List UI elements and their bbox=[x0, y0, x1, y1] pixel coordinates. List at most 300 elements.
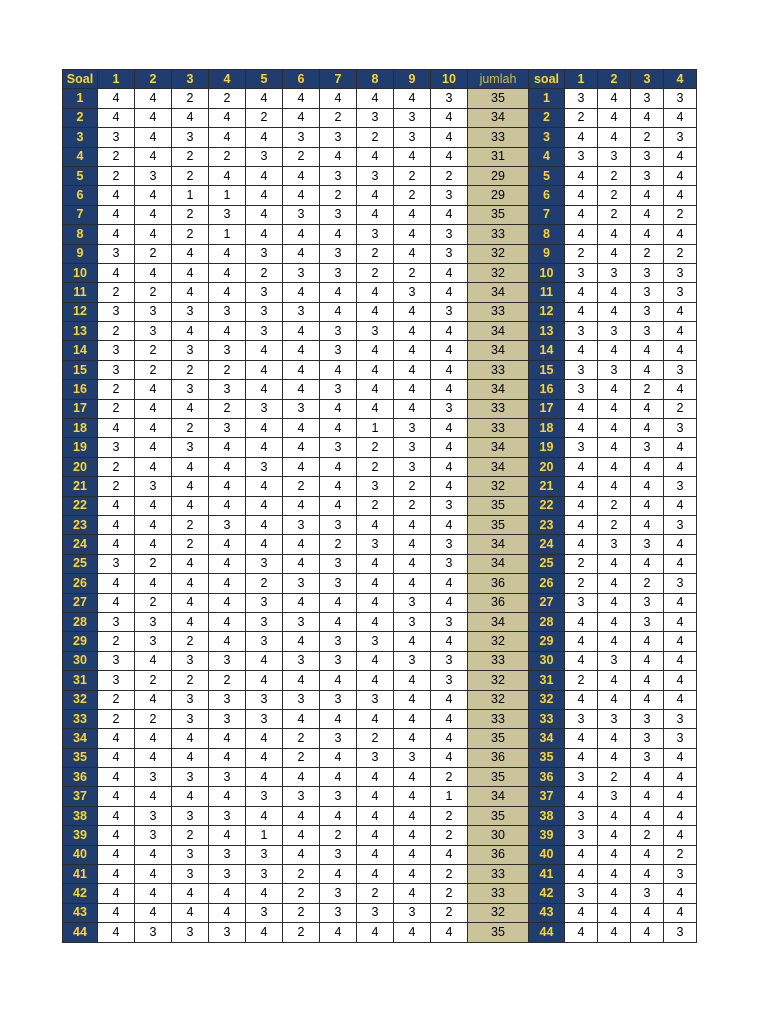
score-cell-b[interactable]: 4 bbox=[598, 108, 631, 127]
score-cell[interactable]: 3 bbox=[209, 845, 246, 864]
score-cell-b[interactable]: 2 bbox=[598, 166, 631, 185]
score-cell[interactable]: 4 bbox=[246, 360, 283, 379]
score-cell-b[interactable]: 3 bbox=[598, 147, 631, 166]
score-cell[interactable]: 4 bbox=[431, 438, 468, 457]
score-cell[interactable]: 4 bbox=[431, 593, 468, 612]
score-cell[interactable]: 4 bbox=[246, 651, 283, 670]
row-number-2[interactable]: 24 bbox=[529, 535, 565, 554]
score-cell[interactable]: 4 bbox=[283, 632, 320, 651]
jumlah-cell[interactable]: 29 bbox=[468, 186, 529, 205]
score-cell-b[interactable]: 4 bbox=[565, 515, 598, 534]
score-cell[interactable]: 4 bbox=[394, 845, 431, 864]
jumlah-cell[interactable]: 34 bbox=[468, 341, 529, 360]
score-cell-b[interactable]: 4 bbox=[664, 826, 697, 845]
score-cell[interactable]: 4 bbox=[209, 612, 246, 631]
score-cell[interactable]: 4 bbox=[135, 89, 172, 108]
score-cell[interactable]: 2 bbox=[357, 438, 394, 457]
score-cell[interactable]: 4 bbox=[98, 205, 135, 224]
score-cell[interactable]: 3 bbox=[320, 729, 357, 748]
score-cell[interactable]: 4 bbox=[283, 244, 320, 263]
score-cell[interactable]: 3 bbox=[394, 748, 431, 767]
score-cell-b[interactable]: 4 bbox=[598, 554, 631, 573]
score-cell[interactable]: 4 bbox=[357, 89, 394, 108]
row-number[interactable]: 17 bbox=[63, 399, 98, 418]
score-cell[interactable]: 4 bbox=[357, 186, 394, 205]
score-cell[interactable]: 4 bbox=[135, 205, 172, 224]
row-number[interactable]: 41 bbox=[63, 865, 98, 884]
row-number[interactable]: 8 bbox=[63, 225, 98, 244]
score-cell[interactable]: 4 bbox=[357, 593, 394, 612]
score-cell[interactable]: 4 bbox=[357, 671, 394, 690]
score-cell[interactable]: 4 bbox=[320, 593, 357, 612]
header-col-a4[interactable]: 4 bbox=[209, 70, 246, 89]
score-cell-b[interactable]: 4 bbox=[664, 166, 697, 185]
header-col-b4[interactable]: 4 bbox=[664, 70, 697, 89]
score-cell[interactable]: 4 bbox=[394, 690, 431, 709]
score-cell[interactable]: 4 bbox=[283, 166, 320, 185]
score-cell-b[interactable]: 3 bbox=[598, 322, 631, 341]
score-cell[interactable]: 2 bbox=[98, 283, 135, 302]
score-cell[interactable]: 4 bbox=[98, 845, 135, 864]
score-cell[interactable]: 3 bbox=[98, 651, 135, 670]
score-cell[interactable]: 2 bbox=[209, 671, 246, 690]
score-cell-b[interactable]: 4 bbox=[598, 748, 631, 767]
score-cell[interactable]: 4 bbox=[172, 729, 209, 748]
score-cell-b[interactable]: 4 bbox=[565, 787, 598, 806]
score-cell[interactable]: 4 bbox=[357, 845, 394, 864]
score-cell-b[interactable]: 2 bbox=[664, 845, 697, 864]
score-cell-b[interactable]: 2 bbox=[631, 826, 664, 845]
row-number[interactable]: 33 bbox=[63, 709, 98, 728]
score-cell-b[interactable]: 4 bbox=[565, 845, 598, 864]
header-col-b1[interactable]: 1 bbox=[565, 70, 598, 89]
score-cell[interactable]: 3 bbox=[172, 865, 209, 884]
score-cell[interactable]: 3 bbox=[98, 128, 135, 147]
row-number-2[interactable]: 40 bbox=[529, 845, 565, 864]
score-cell[interactable]: 4 bbox=[135, 108, 172, 127]
score-cell[interactable]: 4 bbox=[320, 709, 357, 728]
score-cell[interactable]: 3 bbox=[135, 477, 172, 496]
row-number[interactable]: 30 bbox=[63, 651, 98, 670]
score-cell[interactable]: 3 bbox=[394, 419, 431, 438]
header-col-a5[interactable]: 5 bbox=[246, 70, 283, 89]
score-cell[interactable]: 4 bbox=[357, 826, 394, 845]
score-cell[interactable]: 3 bbox=[320, 341, 357, 360]
score-cell[interactable]: 2 bbox=[209, 399, 246, 418]
row-number-2[interactable]: 17 bbox=[529, 399, 565, 418]
score-cell[interactable]: 2 bbox=[209, 89, 246, 108]
row-number-2[interactable]: 12 bbox=[529, 302, 565, 321]
score-cell-b[interactable]: 4 bbox=[664, 496, 697, 515]
score-cell-b[interactable]: 3 bbox=[631, 709, 664, 728]
score-cell[interactable]: 2 bbox=[172, 225, 209, 244]
score-cell[interactable]: 3 bbox=[283, 690, 320, 709]
score-cell[interactable]: 2 bbox=[283, 748, 320, 767]
score-cell[interactable]: 3 bbox=[209, 419, 246, 438]
score-cell[interactable]: 4 bbox=[357, 302, 394, 321]
score-cell[interactable]: 4 bbox=[431, 205, 468, 224]
score-cell[interactable]: 4 bbox=[209, 166, 246, 185]
score-cell[interactable]: 3 bbox=[172, 709, 209, 728]
score-cell-b[interactable]: 4 bbox=[598, 283, 631, 302]
score-cell-b[interactable]: 2 bbox=[631, 128, 664, 147]
score-cell[interactable]: 3 bbox=[357, 632, 394, 651]
row-number[interactable]: 18 bbox=[63, 419, 98, 438]
score-cell[interactable]: 4 bbox=[209, 457, 246, 476]
score-cell-b[interactable]: 4 bbox=[598, 574, 631, 593]
score-cell[interactable]: 4 bbox=[357, 205, 394, 224]
score-cell[interactable]: 4 bbox=[431, 283, 468, 302]
score-cell-b[interactable]: 3 bbox=[664, 128, 697, 147]
row-number[interactable]: 28 bbox=[63, 612, 98, 631]
row-number-2[interactable]: 9 bbox=[529, 244, 565, 263]
score-cell[interactable]: 2 bbox=[135, 360, 172, 379]
score-cell[interactable]: 4 bbox=[98, 748, 135, 767]
score-cell-b[interactable]: 3 bbox=[565, 322, 598, 341]
score-cell[interactable]: 4 bbox=[98, 729, 135, 748]
score-cell[interactable]: 2 bbox=[357, 496, 394, 515]
score-cell-b[interactable]: 2 bbox=[565, 244, 598, 263]
score-cell[interactable]: 4 bbox=[394, 826, 431, 845]
score-cell-b[interactable]: 4 bbox=[664, 438, 697, 457]
score-cell[interactable]: 4 bbox=[172, 903, 209, 922]
header-jumlah[interactable]: jumlah bbox=[468, 70, 529, 89]
row-number[interactable]: 7 bbox=[63, 205, 98, 224]
score-cell[interactable]: 2 bbox=[98, 399, 135, 418]
score-cell[interactable]: 4 bbox=[431, 515, 468, 534]
score-cell[interactable]: 2 bbox=[98, 147, 135, 166]
score-cell-b[interactable]: 3 bbox=[565, 263, 598, 282]
score-cell[interactable]: 4 bbox=[98, 923, 135, 942]
score-cell[interactable]: 4 bbox=[320, 419, 357, 438]
score-cell[interactable]: 3 bbox=[431, 89, 468, 108]
row-number[interactable]: 16 bbox=[63, 380, 98, 399]
score-cell[interactable]: 4 bbox=[431, 380, 468, 399]
score-cell[interactable]: 4 bbox=[283, 341, 320, 360]
score-cell[interactable]: 4 bbox=[394, 515, 431, 534]
score-cell[interactable]: 3 bbox=[172, 923, 209, 942]
score-cell[interactable]: 3 bbox=[357, 225, 394, 244]
score-cell[interactable]: 3 bbox=[320, 380, 357, 399]
score-cell-b[interactable]: 4 bbox=[598, 671, 631, 690]
score-cell[interactable]: 3 bbox=[283, 574, 320, 593]
score-cell[interactable]: 2 bbox=[246, 263, 283, 282]
score-cell[interactable]: 4 bbox=[172, 263, 209, 282]
score-cell-b[interactable]: 3 bbox=[565, 593, 598, 612]
score-cell-b[interactable]: 3 bbox=[664, 574, 697, 593]
score-cell[interactable]: 3 bbox=[246, 903, 283, 922]
jumlah-cell[interactable]: 33 bbox=[468, 884, 529, 903]
score-cell[interactable]: 3 bbox=[431, 671, 468, 690]
score-cell-b[interactable]: 3 bbox=[598, 535, 631, 554]
jumlah-cell[interactable]: 33 bbox=[468, 419, 529, 438]
score-cell[interactable]: 3 bbox=[209, 923, 246, 942]
row-number[interactable]: 1 bbox=[63, 89, 98, 108]
score-cell[interactable]: 2 bbox=[431, 166, 468, 185]
score-cell[interactable]: 2 bbox=[431, 768, 468, 787]
row-number-2[interactable]: 14 bbox=[529, 341, 565, 360]
score-cell-b[interactable]: 3 bbox=[565, 806, 598, 825]
score-cell-b[interactable]: 3 bbox=[565, 826, 598, 845]
score-cell[interactable]: 4 bbox=[431, 477, 468, 496]
score-cell[interactable]: 4 bbox=[431, 341, 468, 360]
row-number[interactable]: 31 bbox=[63, 671, 98, 690]
score-cell[interactable]: 4 bbox=[283, 360, 320, 379]
score-cell-b[interactable]: 4 bbox=[631, 651, 664, 670]
score-cell[interactable]: 4 bbox=[283, 225, 320, 244]
score-cell-b[interactable]: 4 bbox=[598, 690, 631, 709]
score-cell[interactable]: 4 bbox=[394, 632, 431, 651]
score-cell[interactable]: 4 bbox=[246, 205, 283, 224]
score-cell-b[interactable]: 2 bbox=[664, 205, 697, 224]
score-cell[interactable]: 4 bbox=[283, 419, 320, 438]
header-col-a9[interactable]: 9 bbox=[394, 70, 431, 89]
row-number-2[interactable]: 4 bbox=[529, 147, 565, 166]
score-cell[interactable]: 4 bbox=[98, 787, 135, 806]
score-cell[interactable]: 3 bbox=[98, 612, 135, 631]
score-cell-b[interactable]: 4 bbox=[565, 225, 598, 244]
score-cell[interactable]: 3 bbox=[135, 923, 172, 942]
score-cell[interactable]: 3 bbox=[172, 380, 209, 399]
score-cell-b[interactable]: 4 bbox=[598, 884, 631, 903]
jumlah-cell[interactable]: 35 bbox=[468, 768, 529, 787]
score-cell[interactable]: 2 bbox=[172, 632, 209, 651]
score-cell[interactable]: 4 bbox=[283, 535, 320, 554]
score-cell-b[interactable]: 3 bbox=[631, 263, 664, 282]
score-cell[interactable]: 3 bbox=[98, 244, 135, 263]
score-cell-b[interactable]: 3 bbox=[664, 360, 697, 379]
jumlah-cell[interactable]: 35 bbox=[468, 515, 529, 534]
score-cell[interactable]: 4 bbox=[172, 457, 209, 476]
score-cell[interactable]: 2 bbox=[172, 535, 209, 554]
score-cell[interactable]: 4 bbox=[394, 225, 431, 244]
score-cell-b[interactable]: 2 bbox=[598, 186, 631, 205]
jumlah-cell[interactable]: 32 bbox=[468, 244, 529, 263]
score-cell[interactable]: 3 bbox=[135, 322, 172, 341]
score-cell[interactable]: 3 bbox=[246, 457, 283, 476]
score-cell[interactable]: 2 bbox=[172, 205, 209, 224]
row-number[interactable]: 4 bbox=[63, 147, 98, 166]
score-cell-b[interactable]: 4 bbox=[565, 651, 598, 670]
jumlah-cell[interactable]: 32 bbox=[468, 903, 529, 922]
score-cell[interactable]: 4 bbox=[320, 457, 357, 476]
score-cell[interactable]: 4 bbox=[246, 729, 283, 748]
header-soal[interactable]: Soal bbox=[63, 70, 98, 89]
jumlah-cell[interactable]: 33 bbox=[468, 128, 529, 147]
score-cell-b[interactable]: 2 bbox=[631, 574, 664, 593]
score-cell[interactable]: 4 bbox=[98, 89, 135, 108]
score-cell[interactable]: 4 bbox=[172, 399, 209, 418]
score-cell[interactable]: 4 bbox=[431, 690, 468, 709]
score-cell[interactable]: 4 bbox=[357, 574, 394, 593]
score-cell-b[interactable]: 4 bbox=[664, 903, 697, 922]
score-cell[interactable]: 3 bbox=[357, 535, 394, 554]
jumlah-cell[interactable]: 34 bbox=[468, 438, 529, 457]
jumlah-cell[interactable]: 33 bbox=[468, 651, 529, 670]
score-cell-b[interactable]: 4 bbox=[664, 612, 697, 631]
score-cell[interactable]: 3 bbox=[394, 457, 431, 476]
jumlah-cell[interactable]: 34 bbox=[468, 380, 529, 399]
row-number-2[interactable]: 33 bbox=[529, 709, 565, 728]
score-cell-b[interactable]: 4 bbox=[631, 457, 664, 476]
score-cell[interactable]: 4 bbox=[209, 554, 246, 573]
score-cell[interactable]: 3 bbox=[172, 651, 209, 670]
score-cell-b[interactable]: 4 bbox=[631, 360, 664, 379]
score-cell[interactable]: 3 bbox=[209, 380, 246, 399]
score-cell[interactable]: 3 bbox=[172, 768, 209, 787]
score-cell[interactable]: 3 bbox=[209, 205, 246, 224]
score-cell[interactable]: 3 bbox=[209, 651, 246, 670]
score-cell-b[interactable]: 3 bbox=[598, 263, 631, 282]
score-cell[interactable]: 4 bbox=[357, 554, 394, 573]
score-cell[interactable]: 4 bbox=[98, 884, 135, 903]
score-cell[interactable]: 3 bbox=[394, 438, 431, 457]
score-cell[interactable]: 4 bbox=[357, 380, 394, 399]
score-cell[interactable]: 4 bbox=[246, 341, 283, 360]
score-cell-b[interactable]: 2 bbox=[598, 205, 631, 224]
row-number-2[interactable]: 15 bbox=[529, 360, 565, 379]
header-col-a3[interactable]: 3 bbox=[172, 70, 209, 89]
score-cell-b[interactable]: 4 bbox=[631, 477, 664, 496]
score-cell[interactable]: 4 bbox=[172, 477, 209, 496]
score-cell-b[interactable]: 3 bbox=[664, 263, 697, 282]
score-cell-b[interactable]: 4 bbox=[565, 729, 598, 748]
score-cell[interactable]: 4 bbox=[209, 283, 246, 302]
score-cell[interactable]: 4 bbox=[246, 419, 283, 438]
score-cell-b[interactable]: 4 bbox=[631, 903, 664, 922]
score-cell-b[interactable]: 3 bbox=[664, 89, 697, 108]
score-cell[interactable]: 2 bbox=[98, 380, 135, 399]
row-number-2[interactable]: 22 bbox=[529, 496, 565, 515]
score-cell[interactable]: 3 bbox=[246, 554, 283, 573]
score-cell[interactable]: 4 bbox=[283, 186, 320, 205]
score-cell-b[interactable]: 2 bbox=[598, 515, 631, 534]
score-cell[interactable]: 4 bbox=[135, 787, 172, 806]
score-cell[interactable]: 4 bbox=[283, 593, 320, 612]
score-cell-b[interactable]: 4 bbox=[565, 865, 598, 884]
score-cell-b[interactable]: 4 bbox=[598, 477, 631, 496]
score-cell-b[interactable]: 4 bbox=[565, 341, 598, 360]
score-cell[interactable]: 4 bbox=[135, 903, 172, 922]
row-number-2[interactable]: 39 bbox=[529, 826, 565, 845]
row-number[interactable]: 38 bbox=[63, 806, 98, 825]
row-number[interactable]: 39 bbox=[63, 826, 98, 845]
score-cell[interactable]: 3 bbox=[320, 244, 357, 263]
header-col-a8[interactable]: 8 bbox=[357, 70, 394, 89]
row-number-2[interactable]: 8 bbox=[529, 225, 565, 244]
score-cell[interactable]: 3 bbox=[357, 166, 394, 185]
score-cell-b[interactable]: 3 bbox=[631, 438, 664, 457]
score-cell[interactable]: 4 bbox=[320, 360, 357, 379]
row-number-2[interactable]: 26 bbox=[529, 574, 565, 593]
jumlah-cell[interactable]: 32 bbox=[468, 632, 529, 651]
score-cell[interactable]: 4 bbox=[135, 690, 172, 709]
score-cell[interactable]: 2 bbox=[394, 496, 431, 515]
score-cell[interactable]: 4 bbox=[283, 322, 320, 341]
score-cell[interactable]: 3 bbox=[98, 302, 135, 321]
score-cell[interactable]: 4 bbox=[135, 263, 172, 282]
score-cell[interactable]: 4 bbox=[283, 283, 320, 302]
score-cell[interactable]: 4 bbox=[135, 748, 172, 767]
row-number[interactable]: 37 bbox=[63, 787, 98, 806]
score-cell[interactable]: 4 bbox=[394, 399, 431, 418]
score-cell[interactable]: 3 bbox=[209, 690, 246, 709]
score-cell-b[interactable]: 4 bbox=[565, 612, 598, 631]
score-cell[interactable]: 3 bbox=[394, 612, 431, 631]
score-cell[interactable]: 4 bbox=[209, 108, 246, 127]
score-cell-b[interactable]: 4 bbox=[598, 244, 631, 263]
score-cell[interactable]: 4 bbox=[172, 748, 209, 767]
score-cell[interactable]: 4 bbox=[246, 128, 283, 147]
score-cell[interactable]: 2 bbox=[283, 923, 320, 942]
score-cell[interactable]: 4 bbox=[431, 923, 468, 942]
score-cell[interactable]: 3 bbox=[246, 787, 283, 806]
score-cell[interactable]: 3 bbox=[172, 845, 209, 864]
row-number-2[interactable]: 18 bbox=[529, 419, 565, 438]
score-cell-b[interactable]: 3 bbox=[631, 884, 664, 903]
score-cell[interactable]: 4 bbox=[246, 535, 283, 554]
score-cell-b[interactable]: 3 bbox=[598, 360, 631, 379]
row-number[interactable]: 3 bbox=[63, 128, 98, 147]
score-cell[interactable]: 3 bbox=[135, 612, 172, 631]
score-cell[interactable]: 2 bbox=[357, 884, 394, 903]
score-cell[interactable]: 4 bbox=[357, 341, 394, 360]
score-cell[interactable]: 2 bbox=[357, 729, 394, 748]
score-cell-b[interactable]: 3 bbox=[631, 283, 664, 302]
score-cell[interactable]: 4 bbox=[283, 768, 320, 787]
score-cell[interactable]: 4 bbox=[394, 535, 431, 554]
score-cell[interactable]: 2 bbox=[431, 865, 468, 884]
score-cell[interactable]: 4 bbox=[394, 729, 431, 748]
score-cell[interactable]: 4 bbox=[209, 748, 246, 767]
score-cell[interactable]: 4 bbox=[246, 166, 283, 185]
score-cell[interactable]: 2 bbox=[209, 360, 246, 379]
score-cell-b[interactable]: 4 bbox=[664, 535, 697, 554]
score-cell[interactable]: 2 bbox=[357, 457, 394, 476]
score-cell-b[interactable]: 3 bbox=[565, 768, 598, 787]
score-cell[interactable]: 2 bbox=[320, 826, 357, 845]
score-cell[interactable]: 4 bbox=[246, 515, 283, 534]
score-cell-b[interactable]: 4 bbox=[565, 186, 598, 205]
score-cell-b[interactable]: 4 bbox=[631, 399, 664, 418]
score-cell[interactable]: 4 bbox=[98, 593, 135, 612]
score-cell[interactable]: 4 bbox=[357, 768, 394, 787]
score-cell[interactable]: 2 bbox=[172, 147, 209, 166]
score-cell[interactable]: 4 bbox=[320, 496, 357, 515]
row-number-2[interactable]: 37 bbox=[529, 787, 565, 806]
score-cell[interactable]: 2 bbox=[283, 903, 320, 922]
score-cell[interactable]: 3 bbox=[320, 884, 357, 903]
row-number-2[interactable]: 44 bbox=[529, 923, 565, 942]
row-number-2[interactable]: 32 bbox=[529, 690, 565, 709]
score-cell[interactable]: 4 bbox=[320, 147, 357, 166]
score-cell-b[interactable]: 3 bbox=[631, 612, 664, 631]
score-cell-b[interactable]: 3 bbox=[664, 515, 697, 534]
score-cell-b[interactable]: 4 bbox=[631, 515, 664, 534]
score-cell[interactable]: 3 bbox=[394, 903, 431, 922]
jumlah-cell[interactable]: 36 bbox=[468, 748, 529, 767]
score-cell[interactable]: 2 bbox=[98, 477, 135, 496]
score-cell-b[interactable]: 4 bbox=[664, 593, 697, 612]
score-cell-b[interactable]: 4 bbox=[631, 845, 664, 864]
score-cell[interactable]: 1 bbox=[246, 826, 283, 845]
score-cell[interactable]: 4 bbox=[320, 748, 357, 767]
score-cell[interactable]: 4 bbox=[357, 283, 394, 302]
score-cell[interactable]: 3 bbox=[209, 768, 246, 787]
score-cell-b[interactable]: 4 bbox=[565, 903, 598, 922]
score-cell-b[interactable]: 4 bbox=[631, 787, 664, 806]
score-cell[interactable]: 4 bbox=[431, 147, 468, 166]
